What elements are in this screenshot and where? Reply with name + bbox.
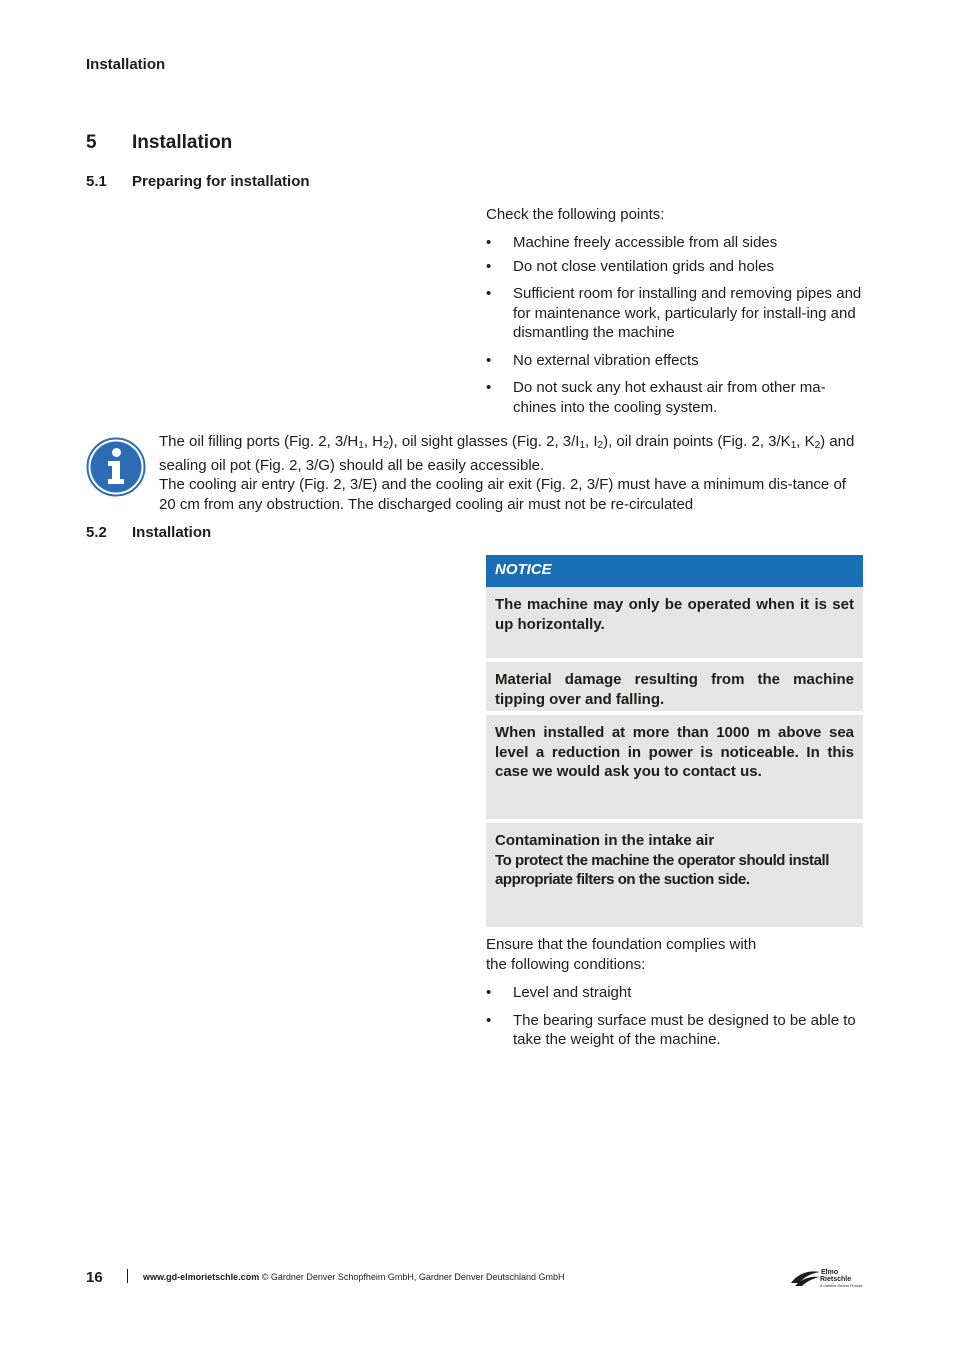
running-header: Installation bbox=[86, 56, 166, 73]
preparation-checklist bbox=[486, 233, 864, 417]
logo-tagline: A Gardner Denver Product bbox=[820, 1284, 863, 1288]
elmo-rietschle-logo bbox=[790, 1266, 866, 1290]
notice-horizontal: The machine may only be operated when it is set up horizontally. bbox=[486, 587, 863, 658]
checklist-intro: Check the following points: bbox=[486, 206, 665, 223]
list-item: • Machine freely accessible from all sides bbox=[486, 233, 864, 253]
info-icon bbox=[86, 437, 146, 497]
subsection-5-1-number: 5.1 bbox=[86, 173, 107, 190]
footer-url[interactable]: www.gd-elmorietschle.com bbox=[143, 1272, 260, 1282]
footer-text bbox=[143, 1272, 564, 1282]
subsection-5-2-title: Installation bbox=[132, 524, 212, 541]
footer-divider bbox=[127, 1269, 128, 1283]
foundation-checklist bbox=[486, 983, 864, 1050]
list-item: • The bearing surface must be designed to be able to take the weight of the machine. bbox=[486, 1011, 864, 1050]
notice-contamination-text: To protect the machine the operator should install appropriate filters on the suction side. bbox=[495, 851, 829, 888]
section-number: 5 bbox=[86, 132, 97, 153]
foundation-intro-line: Ensure that the foundation complies with bbox=[486, 936, 757, 953]
info-note-cooling-air: The cooling air entry (Fig. 2, 3/E) and the cooling air exit (Fig. 2, 3/F) must have a minimum dis-tance of 20 cm from any obstruction. The discharged cooling air must not be re-circulated bbox=[159, 476, 846, 513]
info-note-accessibility: The oil filling ports (Fig. 2, $3/H_1$, $H_2$), oil sight glasses (Fig. 2, $3/I_1$, $I_2$), oil drain points (Fig. 2, $3/K_1$, $K_2$) and sealing oil pot (Fig. 2, 3/G) should all be easily accessible. bbox=[159, 433, 855, 474]
logo-line-2: Rietschle bbox=[820, 1276, 852, 1283]
subsection-5-1-title: Preparing for installation bbox=[132, 173, 310, 190]
list-item: • Level and straight bbox=[486, 983, 864, 1003]
notice-altitude: When installed at more than 1000 m above sea level a reduction in power is noticeable. In this case we would ask you to contact us. bbox=[486, 715, 863, 819]
list-item: • No external vibration effects bbox=[486, 351, 864, 371]
section-title: Installation bbox=[132, 132, 233, 153]
notice-contamination bbox=[486, 823, 863, 927]
list-item: • Sufficient room for installing and removing pipes and for maintenance work, particularly for install-ing and dismantling the machine bbox=[486, 284, 864, 343]
subsection-5-2-number: 5.2 bbox=[86, 524, 107, 541]
logo-line-1: Elmo bbox=[821, 1269, 839, 1276]
info-note bbox=[159, 432, 864, 514]
list-item: • Do not close ventilation grids and holes bbox=[486, 257, 864, 277]
foundation-intro bbox=[486, 935, 756, 974]
footer-copyright: © Gardner Denver Schopfheim GmbH, Gardner Denver Deutschland GmbH bbox=[261, 1272, 565, 1282]
page-number: 16 bbox=[86, 1269, 103, 1286]
notice-contamination-title: Contamination in the intake air bbox=[495, 832, 715, 849]
notice-tipping: Material damage resulting from the machine tipping over and falling. bbox=[486, 662, 863, 711]
list-item: • Do not suck any hot exhaust air from other ma-chines into the cooling system. bbox=[486, 378, 864, 417]
notice-label: NOTICE bbox=[486, 555, 863, 587]
foundation-intro-line: the following conditions: bbox=[486, 955, 646, 973]
